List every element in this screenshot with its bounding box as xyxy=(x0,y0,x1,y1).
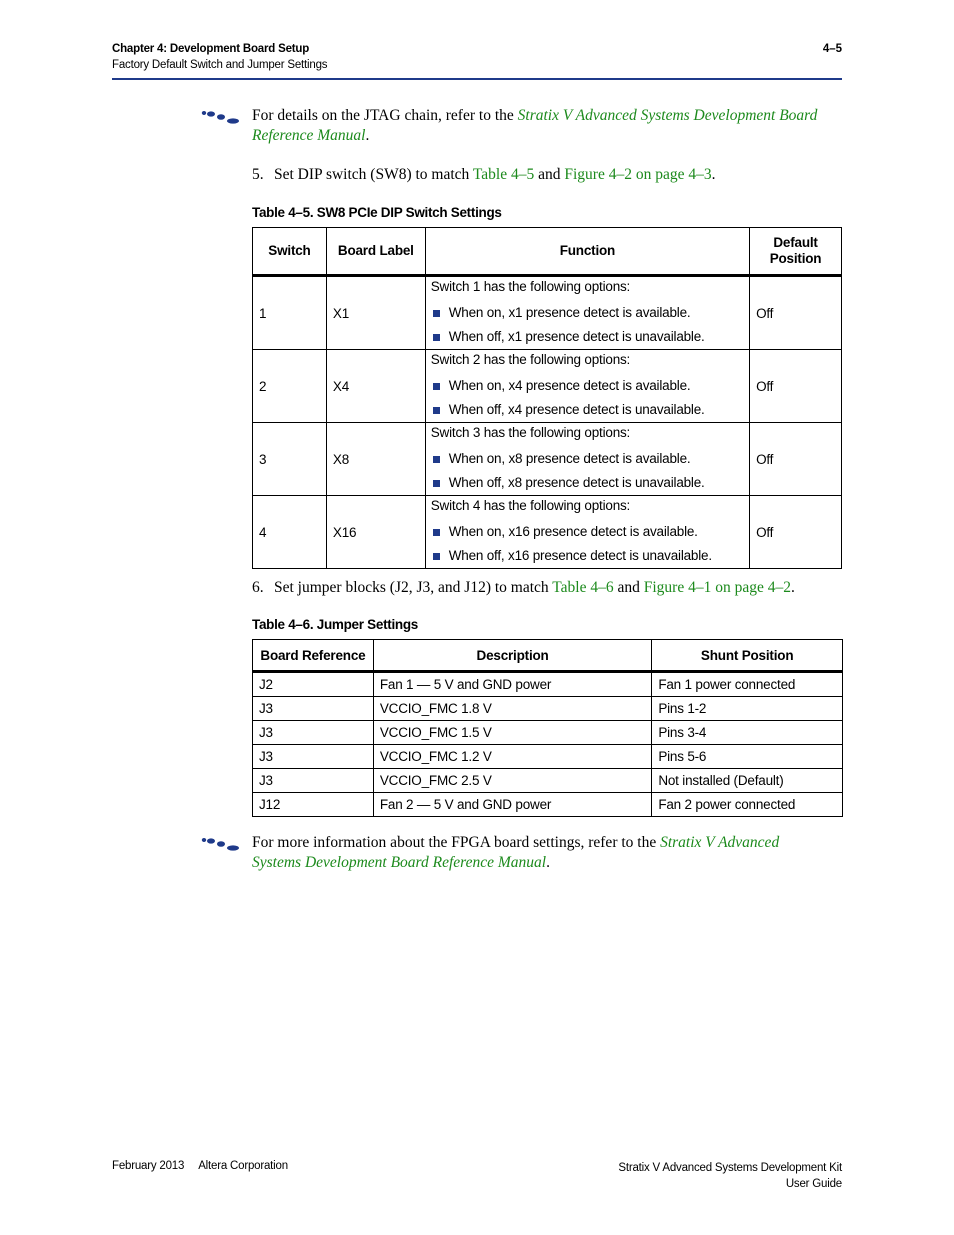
table-row: 4 X16 Switch 4 has the following options: When on, x16 presence detect is available. When off, x16 presence detect is unavailable. Off xyxy=(253,496,842,569)
manual-link[interactable]: Stratix V Advanced Systems Development Board Reference Manual xyxy=(252,834,780,871)
bullet-icon xyxy=(433,310,440,317)
note-text: For details on the JTAG chain, refer to the Stratix V Advanced Systems Development Board Reference Manual. xyxy=(252,107,818,144)
page-header xyxy=(112,42,842,80)
manual-link[interactable]: Stratix V Advanced Systems Development Board Reference Manual xyxy=(252,107,818,144)
footer-date: February 2013 xyxy=(112,1160,185,1172)
figure-4-1-link[interactable]: Figure 4–1 on page 4–2 xyxy=(643,579,791,596)
table-row: J2 Fan 1 — 5 V and GND power Fan 1 power connected xyxy=(253,672,843,697)
table-row: 3 X8 Switch 3 has the following options: When on, x8 presence detect is available. When off, x8 presence detect is unavailable. Off xyxy=(253,423,842,496)
table-row: J3 VCCIO_FMC 1.2 V Pins 5-6 xyxy=(253,745,843,769)
column-header: Function xyxy=(425,228,749,276)
note-text: For more information about the FPGA board settings, refer to the Stratix V Advanced Systems Development Board Reference Manual. xyxy=(252,834,780,871)
step-6: 6. Set jumper blocks (J2, J3, and J12) to match Table 4–6 and Figure 4–1 on page 4–2. xyxy=(252,579,795,596)
figure-4-2-link[interactable]: Figure 4–2 on page 4–3 xyxy=(564,166,712,183)
column-header: Shunt Position xyxy=(652,640,843,672)
bullet-icon xyxy=(433,383,440,390)
table-caption: Table 4–6. Jumper Settings xyxy=(252,617,419,632)
step-5: 5. Set DIP switch (SW8) to match Table 4–5 and Figure 4–2 on page 4–3. xyxy=(252,166,716,183)
table-4-5-link[interactable]: Table 4–5 xyxy=(472,166,535,183)
table-row: 1 X1 Switch 1 has the following options: When on, x1 presence detect is available. When off, x1 presence detect is unavailable. Off xyxy=(253,276,842,350)
table-caption: Table 4–5. SW8 PCIe DIP Switch Settings xyxy=(252,205,502,220)
column-header: Default Position xyxy=(750,228,842,276)
footer-company: Altera Corporation xyxy=(198,1160,288,1172)
bullet-icon xyxy=(433,553,440,560)
bullet-icon xyxy=(433,480,440,487)
table-4-6-link[interactable]: Table 4–6 xyxy=(552,579,614,596)
footprint-note-icon xyxy=(200,837,242,851)
table-row: 2 X4 Switch 2 has the following options: When on, x4 presence detect is available. When off, x4 presence detect is unavailable. Off xyxy=(253,350,842,423)
column-header: Board Reference xyxy=(253,640,374,672)
footer-title: Stratix V Advanced Systems Development Kit xyxy=(618,1162,842,1174)
table-row: J3 VCCIO_FMC 2.5 V Not installed (Default) xyxy=(253,769,843,793)
bullet-icon xyxy=(433,456,440,463)
chapter-title: Chapter 4: Development Board Setup xyxy=(112,43,310,55)
table-row: J3 VCCIO_FMC 1.5 V Pins 3-4 xyxy=(253,721,843,745)
table-row: J3 VCCIO_FMC 1.8 V Pins 1-2 xyxy=(253,697,843,721)
dip-switch-table xyxy=(252,227,842,569)
table-row: J12 Fan 2 — 5 V and GND power Fan 2 power connected xyxy=(253,793,843,817)
bullet-icon xyxy=(433,334,440,341)
column-header: Switch xyxy=(253,228,327,276)
bullet-icon xyxy=(433,529,440,536)
jumper-table xyxy=(252,639,843,817)
column-header: Description xyxy=(373,640,651,672)
bullet-icon xyxy=(433,407,440,414)
page-number: 4–5 xyxy=(822,43,842,55)
section-title: Factory Default Switch and Jumper Settings xyxy=(112,59,328,71)
footer-subtitle: User Guide xyxy=(785,1178,842,1190)
footprint-note-icon xyxy=(200,110,242,124)
column-header: Board Label xyxy=(326,228,425,276)
